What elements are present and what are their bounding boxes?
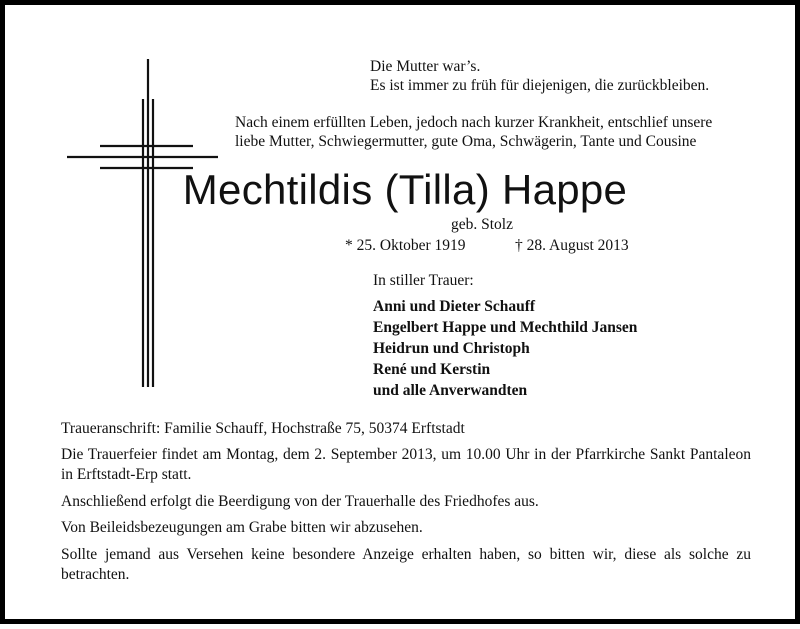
mourner-name: Heidrun und Christoph — [373, 340, 530, 357]
intro-line-1: Nach einem erfüllten Leben, jedoch nach kurzer Krankheit, entschlief unsere — [235, 114, 713, 131]
ceremony-info: Die Trauerfeier findet am Montag, dem 2. September 2013, um 10.00 Uhr in der Pfarrkirche Sankt Pantaleon in Erftstadt-Erp statt. — [61, 446, 751, 483]
motto-line-1: Die Mutter war’s. — [370, 58, 481, 75]
notice-info: Sollte jemand aus Versehen keine besondere Anzeige erhalten haben, so bitten wir, diese als solche zu betrachten. — [61, 546, 751, 583]
mourning-address: Traueranschrift: Familie Schauff, Hochstraße 75, 50374 Erftstadt — [61, 420, 465, 437]
condolences-info: Von Beileidsbezeugungen am Grabe bitten wir abzusehen. — [61, 519, 423, 536]
deceased-name: Mechtildis (Tilla) Happe — [182, 166, 628, 213]
mourner-name: Engelbert Happe und Mechthild Jansen — [373, 319, 638, 336]
mourner-name: und alle Anverwandten — [373, 382, 528, 399]
intro-line-2: liebe Mutter, Schwiegermutter, gute Oma, Schwägerin, Tante und Cousine — [235, 133, 697, 150]
mourner-name: René und Kerstin — [373, 361, 491, 378]
maiden-name: geb. Stolz — [451, 216, 513, 233]
burial-info: Anschließend erfolgt die Beerdigung von der Trauerhalle des Friedhofes aus. — [61, 493, 539, 510]
motto-line-2: Es ist immer zu früh für diejenigen, die zurückbleiben. — [370, 77, 710, 94]
death-date: † 28. August 2013 — [515, 237, 629, 254]
mourners-heading: In stiller Trauer: — [373, 272, 474, 289]
mourner-name: Anni und Dieter Schauff — [373, 298, 536, 315]
birth-date: * 25. Oktober 1919 — [345, 237, 466, 254]
